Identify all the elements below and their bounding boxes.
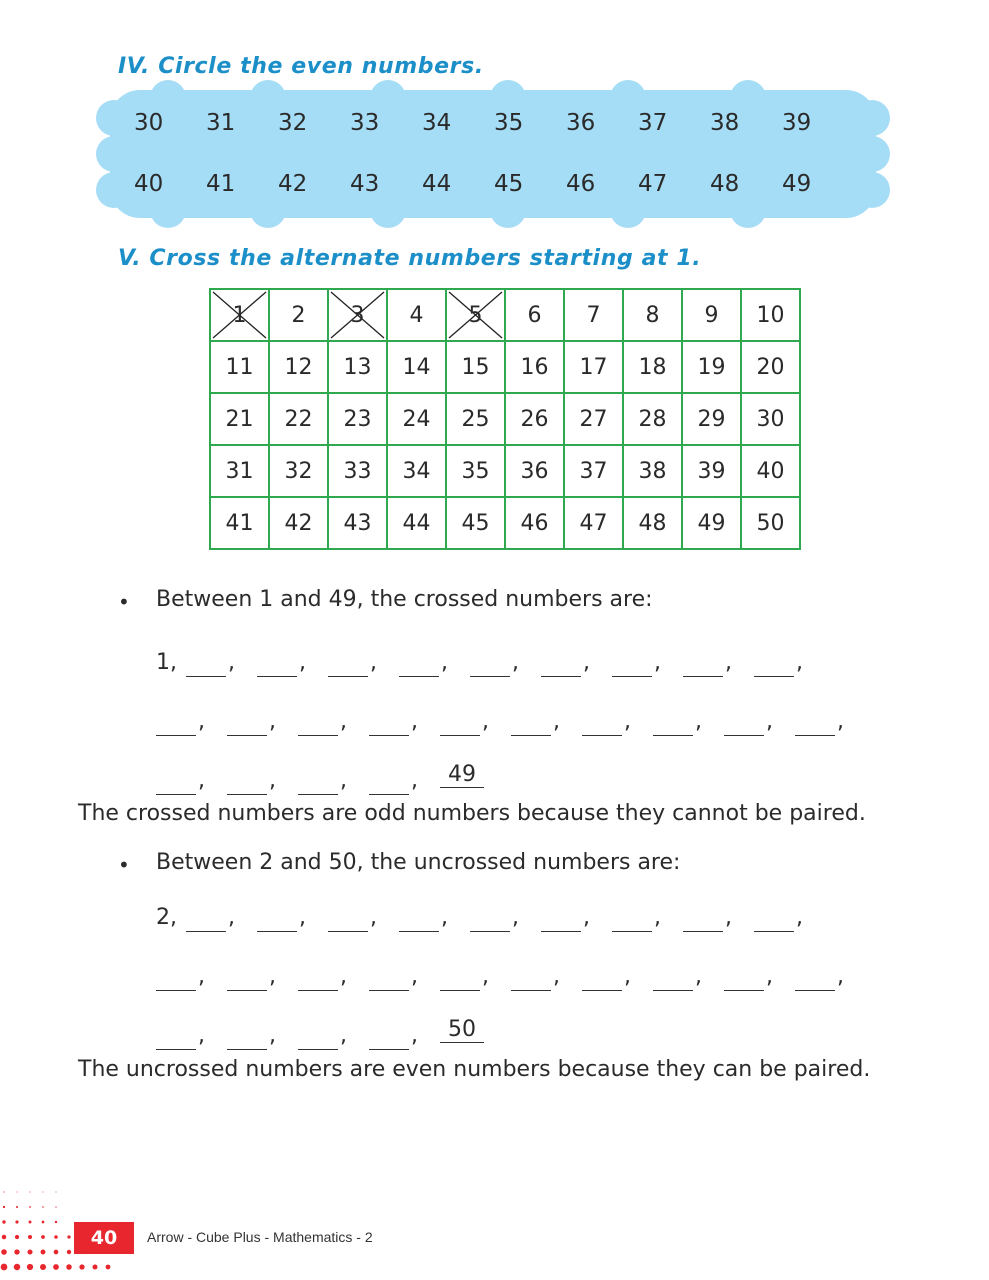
number-cell[interactable]: 46: [566, 171, 596, 197]
grid-cell[interactable]: [387, 289, 446, 341]
comma: ,: [198, 709, 205, 734]
grid-cell[interactable]: [328, 289, 387, 341]
answer-blank[interactable]: [541, 931, 581, 932]
grid-cell-number: 23: [343, 406, 372, 432]
comma: ,: [299, 650, 306, 675]
number-cell[interactable]: 36: [566, 110, 596, 136]
answer-blank[interactable]: [369, 1049, 409, 1050]
grid-cell[interactable]: [446, 497, 505, 549]
number-cell[interactable]: 39: [782, 110, 812, 136]
number-cell[interactable]: 35: [494, 110, 524, 136]
grid-cell-number: 24: [402, 406, 431, 432]
grid-cell[interactable]: [505, 445, 564, 497]
grid-cell-number: 12: [284, 354, 313, 380]
comma: ,: [583, 650, 590, 675]
grid-cell[interactable]: [387, 497, 446, 549]
grid-cell-number: 34: [402, 458, 431, 484]
answer-blank[interactable]: [369, 794, 409, 795]
sequence-end: 49: [440, 762, 484, 788]
grid-cell[interactable]: [505, 289, 564, 341]
grid-cell[interactable]: [210, 497, 269, 549]
grid-row: [210, 497, 800, 549]
grid-cell-number: 2: [291, 302, 306, 328]
grid-cell-number: 11: [225, 354, 254, 380]
comma: ,: [695, 964, 702, 989]
grid-cell[interactable]: [269, 341, 328, 393]
grid-cell-number: 9: [704, 302, 719, 328]
answer-blank[interactable]: [440, 735, 480, 736]
comma: ,: [198, 1023, 205, 1048]
comma: ,: [695, 709, 702, 734]
answer-blank[interactable]: [156, 794, 196, 795]
grid-cell[interactable]: [623, 497, 682, 549]
grid-cell[interactable]: [682, 497, 741, 549]
grid-cell-number: 26: [520, 406, 549, 432]
grid-cell[interactable]: [269, 289, 328, 341]
answer-blank[interactable]: [298, 1049, 338, 1050]
grid-cell[interactable]: [446, 289, 505, 341]
comma: ,: [299, 905, 306, 930]
comma: ,: [441, 905, 448, 930]
grid-cell-number: 17: [579, 354, 608, 380]
grid-cell[interactable]: [328, 393, 387, 445]
comma: ,: [269, 709, 276, 734]
grid-cell-number: 4: [409, 302, 424, 328]
grid-cell[interactable]: [210, 289, 269, 341]
grid-cell[interactable]: [505, 393, 564, 445]
answer-blank[interactable]: [298, 990, 338, 991]
comma: ,: [411, 709, 418, 734]
answer-blank[interactable]: [541, 676, 581, 677]
comma: ,: [340, 768, 347, 793]
comma: ,: [340, 1023, 347, 1048]
comma: ,: [512, 905, 519, 930]
comma: ,: [837, 964, 844, 989]
answer-blank[interactable]: [186, 931, 226, 932]
grid-cell[interactable]: [682, 341, 741, 393]
grid-cell[interactable]: [564, 497, 623, 549]
grid-row: [210, 341, 800, 393]
grid-cell[interactable]: [269, 497, 328, 549]
grid-cell-number: 41: [225, 510, 254, 536]
grid-cell[interactable]: [623, 445, 682, 497]
answer-blank[interactable]: [754, 931, 794, 932]
answer-blank[interactable]: [511, 990, 551, 991]
grid-cell-number: 14: [402, 354, 431, 380]
grid-row: [210, 445, 800, 497]
comma: ,: [796, 905, 803, 930]
number-cell[interactable]: 45: [494, 171, 524, 197]
grid-cell-number: 36: [520, 458, 549, 484]
comma: ,: [370, 650, 377, 675]
answer-blank[interactable]: [328, 931, 368, 932]
answer-blank[interactable]: [470, 931, 510, 932]
answer-blank[interactable]: [369, 735, 409, 736]
grid-cell[interactable]: [387, 341, 446, 393]
comma: ,: [725, 650, 732, 675]
comma: ,: [340, 709, 347, 734]
cloud-row-1: [134, 110, 854, 136]
answer-blank[interactable]: [257, 676, 297, 677]
grid-cell-number: 48: [638, 510, 667, 536]
grid-cell-number: 8: [645, 302, 660, 328]
grid-cell[interactable]: [623, 341, 682, 393]
grid-cell[interactable]: [741, 341, 800, 393]
grid-cell-number: 46: [520, 510, 549, 536]
answer-blank[interactable]: [470, 676, 510, 677]
grid-cell[interactable]: [623, 393, 682, 445]
grid-cell-number: 3: [350, 302, 365, 328]
grid-cell[interactable]: [387, 445, 446, 497]
grid-cell-number: 28: [638, 406, 667, 432]
answer-blank[interactable]: [653, 735, 693, 736]
answer-blank[interactable]: [156, 1049, 196, 1050]
grid-cell[interactable]: [564, 393, 623, 445]
grid-row: [210, 393, 800, 445]
grid-cell[interactable]: [682, 445, 741, 497]
grid-cell[interactable]: [564, 341, 623, 393]
answer-blank[interactable]: [298, 794, 338, 795]
section-v-heading: V. Cross the alternate numbers starting at 1.: [118, 246, 702, 271]
grid-cell-number: 35: [461, 458, 490, 484]
grid-cell[interactable]: [446, 393, 505, 445]
answer-blank[interactable]: [612, 931, 652, 932]
grid-cell-number: 22: [284, 406, 313, 432]
comma: ,: [340, 964, 347, 989]
number-cell[interactable]: 42: [278, 171, 308, 197]
answer-blank[interactable]: [399, 676, 439, 677]
grid-cell[interactable]: [446, 445, 505, 497]
grid-cell[interactable]: [741, 497, 800, 549]
comma: ,: [766, 964, 773, 989]
answer-blank[interactable]: [683, 676, 723, 677]
page-number: 40: [74, 1222, 134, 1254]
grid-cell-number: 42: [284, 510, 313, 536]
number-cell[interactable]: 32: [278, 110, 308, 136]
grid-cell[interactable]: [328, 445, 387, 497]
comma: ,: [228, 650, 235, 675]
odd-conclusion: The crossed numbers are odd numbers because they cannot be paired.: [78, 801, 866, 826]
even-prompt: Between 2 and 50, the uncrossed numbers are:: [156, 850, 681, 875]
grid-cell[interactable]: [564, 445, 623, 497]
number-cell[interactable]: 49: [782, 171, 812, 197]
grid-cell-number: 18: [638, 354, 667, 380]
comma: ,: [228, 905, 235, 930]
grid-cell-number: 1: [232, 302, 247, 328]
answer-blank[interactable]: [724, 735, 764, 736]
grid-cell[interactable]: [741, 445, 800, 497]
comma: ,: [796, 650, 803, 675]
grid-cell[interactable]: [269, 445, 328, 497]
answer-blank[interactable]: [328, 676, 368, 677]
answer-blank[interactable]: [227, 1049, 267, 1050]
bullet-icon: •: [118, 590, 130, 614]
comma: ,: [411, 768, 418, 793]
answer-blank[interactable]: [724, 990, 764, 991]
comma: ,: [441, 650, 448, 675]
grid-cell-number: 30: [756, 406, 785, 432]
grid-cell[interactable]: [446, 341, 505, 393]
grid-cell-number: 27: [579, 406, 608, 432]
comma: ,: [512, 650, 519, 675]
answer-blank[interactable]: [612, 676, 652, 677]
answer-blank[interactable]: [511, 735, 551, 736]
grid-cell-number: 43: [343, 510, 372, 536]
answer-blank[interactable]: [795, 990, 835, 991]
answer-blank[interactable]: [227, 735, 267, 736]
number-cell[interactable]: 33: [350, 110, 380, 136]
grid-cell-number: 21: [225, 406, 254, 432]
number-cell[interactable]: 37: [638, 110, 668, 136]
answer-blank[interactable]: [369, 990, 409, 991]
answer-blank[interactable]: [298, 735, 338, 736]
comma: ,: [482, 709, 489, 734]
grid-cell-number: 20: [756, 354, 785, 380]
answer-blank[interactable]: [257, 931, 297, 932]
number-cell[interactable]: 38: [710, 110, 740, 136]
section-iv-heading: IV. Circle the even numbers.: [118, 54, 484, 79]
grid-cell-number: 15: [461, 354, 490, 380]
grid-cell[interactable]: [564, 289, 623, 341]
answer-blank[interactable]: [683, 931, 723, 932]
answer-blank[interactable]: [795, 735, 835, 736]
number-cell[interactable]: 34: [422, 110, 452, 136]
comma: ,: [624, 709, 631, 734]
grid-cell-number: 44: [402, 510, 431, 536]
grid-cell[interactable]: [328, 341, 387, 393]
comma: ,: [482, 964, 489, 989]
comma: ,: [553, 964, 560, 989]
grid-cell-number: 25: [461, 406, 490, 432]
comma: ,: [725, 905, 732, 930]
answer-blank[interactable]: [582, 990, 622, 991]
grid-cell-number: 45: [461, 510, 490, 536]
number-cell[interactable]: 47: [638, 171, 668, 197]
number-cell[interactable]: 31: [206, 110, 236, 136]
grid-cell[interactable]: [505, 497, 564, 549]
answer-blank[interactable]: [156, 990, 196, 991]
number-cell[interactable]: 30: [134, 110, 164, 136]
comma: ,: [370, 905, 377, 930]
grid-cell-number: 40: [756, 458, 785, 484]
number-cell[interactable]: 48: [710, 171, 740, 197]
comma: ,: [624, 964, 631, 989]
grid-cell[interactable]: [741, 393, 800, 445]
even-numbers-cloud: [110, 90, 876, 218]
answer-blank[interactable]: [754, 676, 794, 677]
grid-cell-number: 39: [697, 458, 726, 484]
grid-cell-number: 6: [527, 302, 542, 328]
number-cell[interactable]: 40: [134, 171, 164, 197]
sequence-start: 1,: [156, 650, 177, 675]
comma: ,: [198, 964, 205, 989]
answer-blank[interactable]: [582, 735, 622, 736]
grid-cell-number: 47: [579, 510, 608, 536]
sequence-start: 2,: [156, 905, 177, 930]
number-cell[interactable]: 44: [422, 171, 452, 197]
grid-cell[interactable]: [505, 341, 564, 393]
number-cell[interactable]: 43: [350, 171, 380, 197]
grid-cell-number: 31: [225, 458, 254, 484]
number-grid: [209, 288, 801, 550]
sequence-end: 50: [440, 1017, 484, 1043]
grid-cell-number: 37: [579, 458, 608, 484]
answer-blank[interactable]: [156, 735, 196, 736]
grid-cell[interactable]: [269, 393, 328, 445]
answer-blank[interactable]: [399, 931, 439, 932]
comma: ,: [654, 905, 661, 930]
number-cell[interactable]: 41: [206, 171, 236, 197]
grid-cell-number: 5: [468, 302, 483, 328]
comma: ,: [654, 650, 661, 675]
even-conclusion: The uncrossed numbers are even numbers because they can be paired.: [78, 1057, 871, 1082]
answer-blank[interactable]: [227, 794, 267, 795]
grid-cell[interactable]: [682, 289, 741, 341]
grid-cell[interactable]: [210, 341, 269, 393]
answer-blank[interactable]: [440, 990, 480, 991]
answer-blank[interactable]: [186, 676, 226, 677]
grid-row: [210, 289, 800, 341]
comma: ,: [198, 768, 205, 793]
answer-blank[interactable]: [227, 990, 267, 991]
grid-cell-number: 38: [638, 458, 667, 484]
grid-cell-number: 19: [697, 354, 726, 380]
grid-cell[interactable]: [210, 393, 269, 445]
grid-cell-number: 32: [284, 458, 313, 484]
grid-cell[interactable]: [387, 393, 446, 445]
comma: ,: [269, 1023, 276, 1048]
grid-cell-number: 10: [756, 302, 785, 328]
grid-cell-number: 33: [343, 458, 372, 484]
grid-cell-number: 13: [343, 354, 372, 380]
grid-cell-number: 49: [697, 510, 726, 536]
answer-blank[interactable]: [653, 990, 693, 991]
comma: ,: [837, 709, 844, 734]
bullet-icon: •: [118, 853, 130, 877]
grid-cell[interactable]: [210, 445, 269, 497]
comma: ,: [269, 768, 276, 793]
grid-cell-number: 16: [520, 354, 549, 380]
comma: ,: [269, 964, 276, 989]
book-title: Arrow - Cube Plus - Mathematics - 2: [147, 1229, 373, 1245]
odd-prompt: Between 1 and 49, the crossed numbers are:: [156, 587, 653, 612]
comma: ,: [411, 964, 418, 989]
grid-cell[interactable]: [741, 289, 800, 341]
grid-cell-number: 29: [697, 406, 726, 432]
cloud-row-2: [134, 171, 854, 197]
comma: ,: [766, 709, 773, 734]
grid-cell[interactable]: [623, 289, 682, 341]
comma: ,: [411, 1023, 418, 1048]
grid-cell[interactable]: [682, 393, 741, 445]
comma: ,: [553, 709, 560, 734]
comma: ,: [583, 905, 590, 930]
grid-cell[interactable]: [328, 497, 387, 549]
grid-cell-number: 50: [756, 510, 785, 536]
grid-cell-number: 7: [586, 302, 601, 328]
